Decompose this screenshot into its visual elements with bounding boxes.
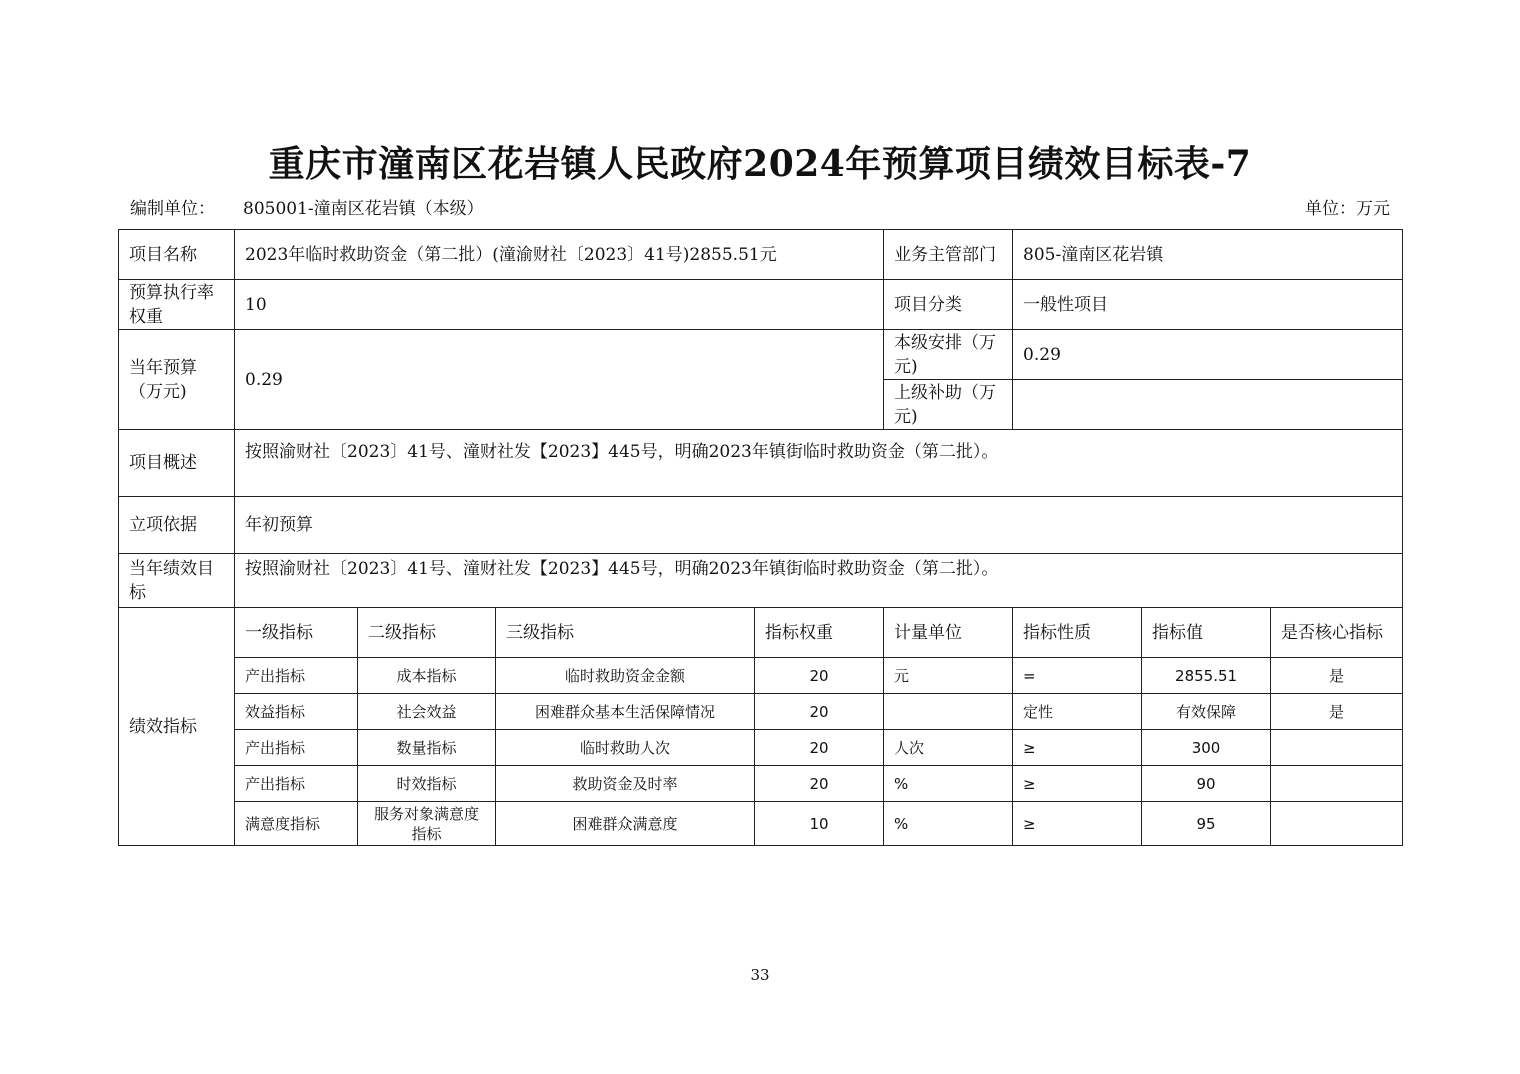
cell: 效益指标 xyxy=(235,694,358,730)
cell: % xyxy=(884,802,1013,846)
cell: 是 xyxy=(1271,658,1403,694)
cell: 困难群众基本生活保障情况 xyxy=(496,694,755,730)
upper-subsidy-label: 上级补助（万元) xyxy=(884,380,1013,430)
cell: = xyxy=(1013,658,1142,694)
performance-target-table xyxy=(118,229,1403,846)
cell: 20 xyxy=(755,766,884,802)
category-value: 一般性项目 xyxy=(1013,280,1403,330)
indicator-row xyxy=(119,694,1403,730)
compiling-unit-label: 编制单位： xyxy=(130,199,215,219)
header-level3: 三级指标 xyxy=(496,608,755,658)
cell xyxy=(884,694,1013,730)
compiling-unit-value: 805001-潼南区花岩镇（本级） xyxy=(243,199,484,219)
cell: 20 xyxy=(755,658,884,694)
cell: 服务对象满意度指标 xyxy=(358,802,496,846)
goal-label: 当年绩效目标 xyxy=(119,554,235,608)
cell: 产出指标 xyxy=(235,730,358,766)
cell: 临时救助资金金额 xyxy=(496,658,755,694)
table-row xyxy=(119,554,1403,608)
cell: 300 xyxy=(1142,730,1271,766)
cell: 是 xyxy=(1271,694,1403,730)
budget-label: 当年预算（万元) xyxy=(119,330,235,430)
weight-label: 预算执行率权重 xyxy=(119,280,235,330)
cell: 10 xyxy=(755,802,884,846)
cell: 社会效益 xyxy=(358,694,496,730)
indicator-row xyxy=(119,802,1403,846)
cell: % xyxy=(884,766,1013,802)
cell: ≥ xyxy=(1013,802,1142,846)
dept-value: 805-潼南区花岩镇 xyxy=(1013,230,1403,280)
table-row xyxy=(119,230,1403,280)
cell xyxy=(1271,766,1403,802)
header-unit: 计量单位 xyxy=(884,608,1013,658)
basis-label: 立项依据 xyxy=(119,497,235,554)
table-row xyxy=(119,497,1403,554)
cell: 90 xyxy=(1142,766,1271,802)
cell: 困难群众满意度 xyxy=(496,802,755,846)
cell: 产出指标 xyxy=(235,766,358,802)
cell: 95 xyxy=(1142,802,1271,846)
cell: 元 xyxy=(884,658,1013,694)
budget-value: 0.29 xyxy=(235,330,884,430)
header-weight: 指标权重 xyxy=(755,608,884,658)
cell: 临时救助人次 xyxy=(496,730,755,766)
project-name-label: 项目名称 xyxy=(119,230,235,280)
cell xyxy=(1271,730,1403,766)
dept-label: 业务主管部门 xyxy=(884,230,1013,280)
page-title: 重庆市潼南区花岩镇人民政府2024年预算项目绩效目标表-7 xyxy=(268,143,1252,185)
cell: ≥ xyxy=(1013,766,1142,802)
indicator-row xyxy=(119,658,1403,694)
cell xyxy=(1271,802,1403,846)
cell: 数量指标 xyxy=(358,730,496,766)
own-arrangement-label: 本级安排（万元) xyxy=(884,330,1013,380)
header-level1: 一级指标 xyxy=(235,608,358,658)
cell: 定性 xyxy=(1013,694,1142,730)
cell: 成本指标 xyxy=(358,658,496,694)
basis-value: 年初预算 xyxy=(235,497,1403,554)
cell: ≥ xyxy=(1013,730,1142,766)
cell: 20 xyxy=(755,730,884,766)
weight-value: 10 xyxy=(235,280,884,330)
cell: 时效指标 xyxy=(358,766,496,802)
cell: 满意度指标 xyxy=(235,802,358,846)
indicator-header-row xyxy=(119,608,1403,658)
cell: 有效保障 xyxy=(1142,694,1271,730)
page-number: 33 xyxy=(750,966,770,984)
cell: 人次 xyxy=(884,730,1013,766)
currency-unit: 单位：万元 xyxy=(1305,199,1390,219)
cell: 2855.51 xyxy=(1142,658,1271,694)
indicator-row xyxy=(119,766,1403,802)
own-arrangement-value: 0.29 xyxy=(1013,330,1403,380)
header-value: 指标值 xyxy=(1142,608,1271,658)
cell: 20 xyxy=(755,694,884,730)
indicators-label: 绩效指标 xyxy=(119,608,235,846)
overview-value: 按照渝财社〔2023〕41号、潼财社发【2023】445号，明确2023年镇街临时救助资金（第二批）。 xyxy=(235,430,1403,497)
compiling-unit xyxy=(130,194,484,219)
table-row xyxy=(119,330,1403,380)
cell: 救助资金及时率 xyxy=(496,766,755,802)
upper-subsidy-value xyxy=(1013,380,1403,430)
goal-value: 按照渝财社〔2023〕41号、潼财社发【2023】445号，明确2023年镇街临时救助资金（第二批）。 xyxy=(235,554,1403,608)
project-name-value: 2023年临时救助资金（第二批）(潼渝财社〔2023〕41号)2855.51元 xyxy=(235,230,884,280)
table-row xyxy=(119,280,1403,330)
indicator-row xyxy=(119,730,1403,766)
table-row xyxy=(119,430,1403,497)
header-core: 是否核心指标 xyxy=(1271,608,1403,658)
category-label: 项目分类 xyxy=(884,280,1013,330)
header-level2: 二级指标 xyxy=(358,608,496,658)
overview-label: 项目概述 xyxy=(119,430,235,497)
header-nature: 指标性质 xyxy=(1013,608,1142,658)
cell: 产出指标 xyxy=(235,658,358,694)
